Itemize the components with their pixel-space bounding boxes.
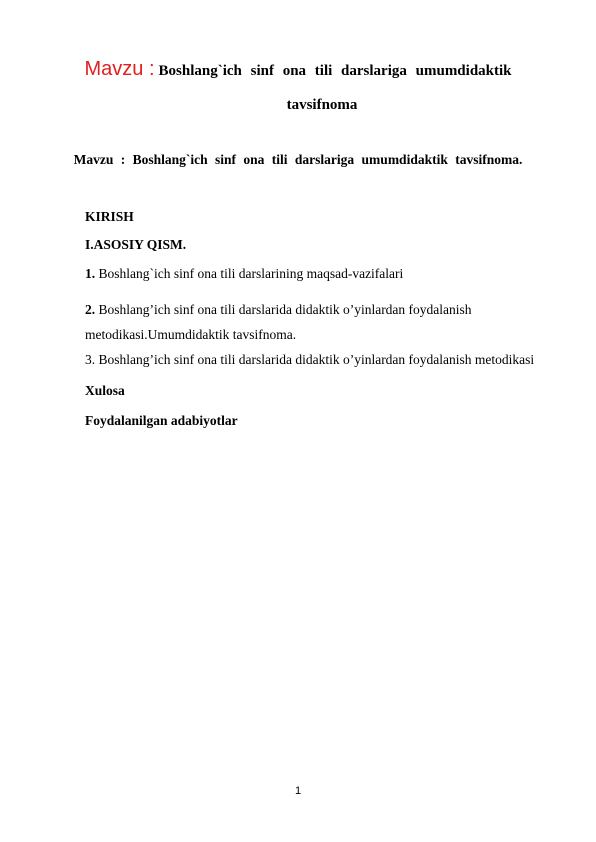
title-continuation: tavsifnoma <box>286 97 358 113</box>
toc-item-1 <box>85 266 403 282</box>
toc-main-part: I.ASOSIY QISM. <box>85 237 187 252</box>
toc-item-2-continuation: metodikasi.Umumdidaktik tavsifnoma. <box>85 327 297 342</box>
toc-conclusion: Xulosa <box>85 383 125 398</box>
toc-item-3: 3. Boshlang’ich sinf ona tili darslarida didaktik o’yinlardan foydalanish metodikasi <box>85 352 535 367</box>
toc-item-2-text: Boshlang’ich sinf ona tili darslarida didaktik o’yinlardan foydalanish <box>98 302 472 317</box>
toc-item-2-number: 2. <box>85 302 96 317</box>
page-number: 1 <box>294 785 302 797</box>
toc-item-1-text: Boshlang`ich sinf ona tili darslarining maqsad-vazifalari <box>98 266 404 281</box>
title-text: Boshlang`ich sinf ona tili darslariga umumdidaktik <box>158 63 512 79</box>
document-title <box>0 58 596 81</box>
title-prefix: Mavzu : <box>84 58 155 80</box>
toc-item-1-number: 1. <box>85 266 96 281</box>
toc-item-2 <box>85 302 472 318</box>
subtitle: Mavzu : Boshlang`ich sinf ona tili darslariga umumdidaktik tavsifnoma. <box>73 152 523 167</box>
toc-intro: KIRISH <box>85 209 134 224</box>
toc-references: Foydalanilgan adabiyotlar <box>85 413 238 428</box>
